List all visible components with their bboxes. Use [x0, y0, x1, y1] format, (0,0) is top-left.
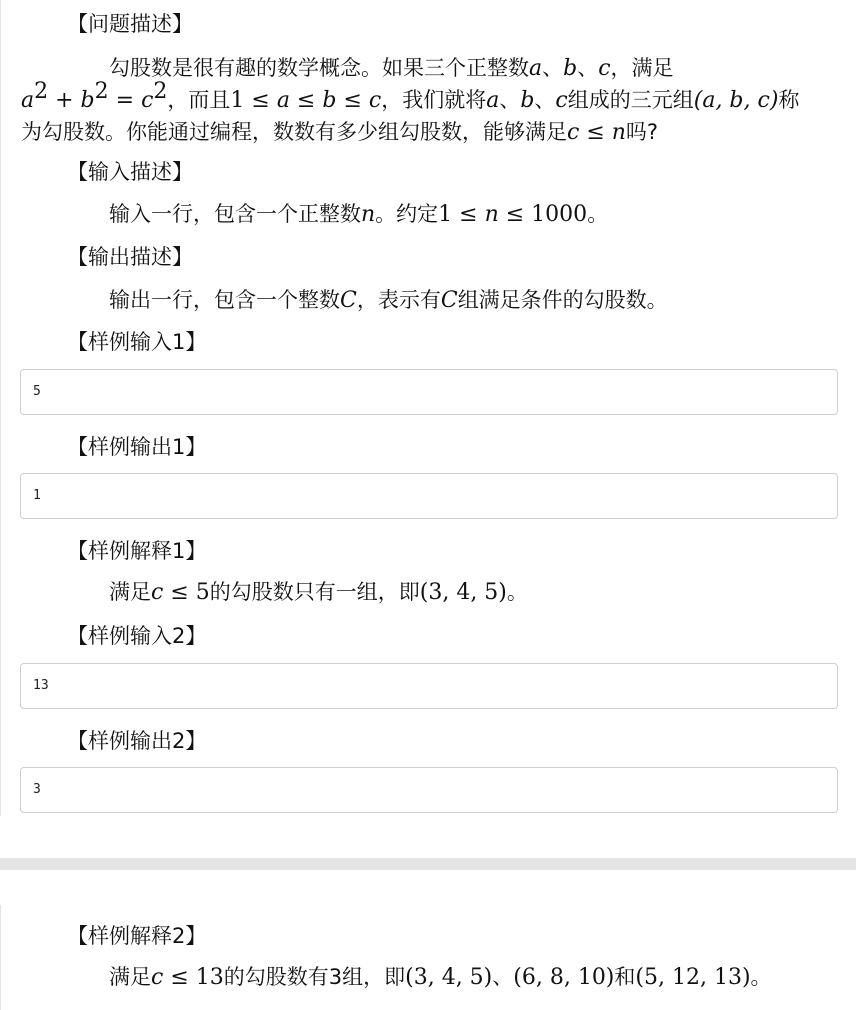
math-var: b	[322, 88, 337, 113]
sample-output-1-value: 1	[33, 488, 41, 503]
problem-text: ，满足	[610, 56, 674, 80]
math-number: ≤ 1000	[498, 202, 588, 227]
explain-text: 满足	[109, 965, 151, 989]
separator: 、	[577, 56, 599, 80]
sample-explain-1-text	[109, 576, 528, 609]
sample-input-1-value: 5	[33, 384, 41, 399]
sample-output-2-heading: 【样例输出2】	[67, 729, 207, 753]
problem-text: ，我们就将	[381, 88, 487, 112]
math-operator: ≤	[579, 120, 612, 145]
math-operator: =	[108, 88, 142, 113]
math-tuple: (3, 4, 5)	[419, 580, 507, 605]
output-text: 输出一行，包含一个整数	[109, 288, 340, 312]
math-operator: +	[48, 88, 81, 113]
math-var: a	[486, 88, 500, 113]
separator: 、	[492, 965, 514, 989]
separator: 、	[534, 88, 556, 112]
problem-description-line-3	[21, 116, 658, 149]
problem-text: 为勾股数。你能通过编程，数数有多少组勾股数，能够满足	[21, 120, 567, 144]
separator: 、	[499, 88, 521, 112]
sample-output-2-value: 3	[33, 782, 41, 797]
problem-page-section-continued	[0, 905, 856, 1010]
input-description-heading: 【输入描述】	[67, 160, 193, 184]
math-number: ≤ 5	[163, 580, 210, 605]
output-description-heading: 【输出描述】	[67, 245, 193, 269]
output-description-text	[109, 284, 668, 317]
math-var: b	[520, 88, 535, 113]
math-var: n	[484, 202, 499, 227]
explain-text: 的勾股数有3组，即	[223, 965, 406, 989]
input-description-text	[109, 198, 608, 231]
math-var: n	[361, 202, 376, 227]
sample-output-2-box[interactable]	[20, 767, 838, 813]
math-var: a	[276, 88, 290, 113]
math-var: b	[80, 88, 95, 113]
problem-text: 勾股数是很有趣的数学概念。如果三个正整数	[109, 56, 529, 80]
math-var: a	[529, 56, 543, 81]
math-operator: ≤	[289, 88, 323, 113]
input-text: 输入一行，包含一个正整数	[109, 202, 361, 226]
math-number: ≤ 13	[163, 965, 224, 990]
math-var: c	[598, 56, 611, 81]
math-tuple: (a, b, c)	[693, 88, 779, 113]
math-tuple: (6, 8, 10)	[513, 965, 615, 990]
explain-text: 满足	[109, 580, 151, 604]
math-exponent: 2	[94, 79, 109, 104]
input-text: 。约定	[375, 202, 439, 226]
math-var: a	[21, 88, 35, 113]
sample-output-1-heading: 【样例输出1】	[67, 435, 207, 459]
math-var: C	[440, 288, 458, 313]
problem-text: 吗?	[625, 120, 659, 144]
sample-explain-2-heading: 【样例解释2】	[67, 924, 207, 948]
math-var: C	[340, 288, 357, 313]
math-tuple: (3, 4, 5)	[405, 965, 493, 990]
output-text: 组满足条件的勾股数。	[457, 288, 668, 312]
math-number: 1 ≤	[438, 202, 485, 227]
sample-input-1-box[interactable]	[20, 369, 838, 415]
input-text: 。	[587, 202, 609, 226]
math-var: n	[611, 120, 626, 145]
separator: 、	[542, 56, 564, 80]
explain-text: 和	[614, 965, 636, 989]
math-exponent: 2	[34, 79, 49, 104]
math-var: b	[563, 56, 578, 81]
problem-description-heading: 【问题描述】	[67, 12, 193, 36]
problem-description-line-1	[109, 52, 674, 85]
math-tuple: (5, 12, 13)	[635, 965, 751, 990]
sample-output-1-box[interactable]	[20, 473, 838, 519]
problem-text: 组成的三元组	[567, 88, 694, 112]
sample-input-2-heading: 【样例输入2】	[67, 624, 207, 648]
explain-text: 。	[750, 965, 772, 989]
math-exponent: 2	[153, 79, 168, 104]
problem-text: ，而且	[167, 88, 231, 112]
math-operator: ≤	[336, 88, 369, 113]
math-var: c	[141, 88, 154, 113]
math-var: c	[368, 88, 382, 113]
sample-explain-1-heading: 【样例解释1】	[67, 539, 207, 563]
sample-input-2-box[interactable]	[20, 663, 838, 709]
problem-description-line-2	[21, 79, 800, 117]
explain-text: 。	[506, 580, 528, 604]
sample-input-2-value: 13	[33, 678, 49, 693]
math-var: c	[151, 580, 164, 605]
math-var: c	[555, 88, 568, 113]
math-number: 1 ≤	[230, 88, 277, 113]
explain-text: 的勾股数只有一组，即	[209, 580, 420, 604]
output-text: ，表示有	[356, 288, 441, 312]
problem-text: 称	[778, 88, 800, 112]
sample-input-1-heading: 【样例输入1】	[67, 330, 207, 354]
math-var: c	[151, 965, 164, 990]
math-var: c	[567, 120, 580, 145]
page-break-divider	[0, 858, 856, 870]
sample-explain-2-text	[109, 961, 772, 994]
